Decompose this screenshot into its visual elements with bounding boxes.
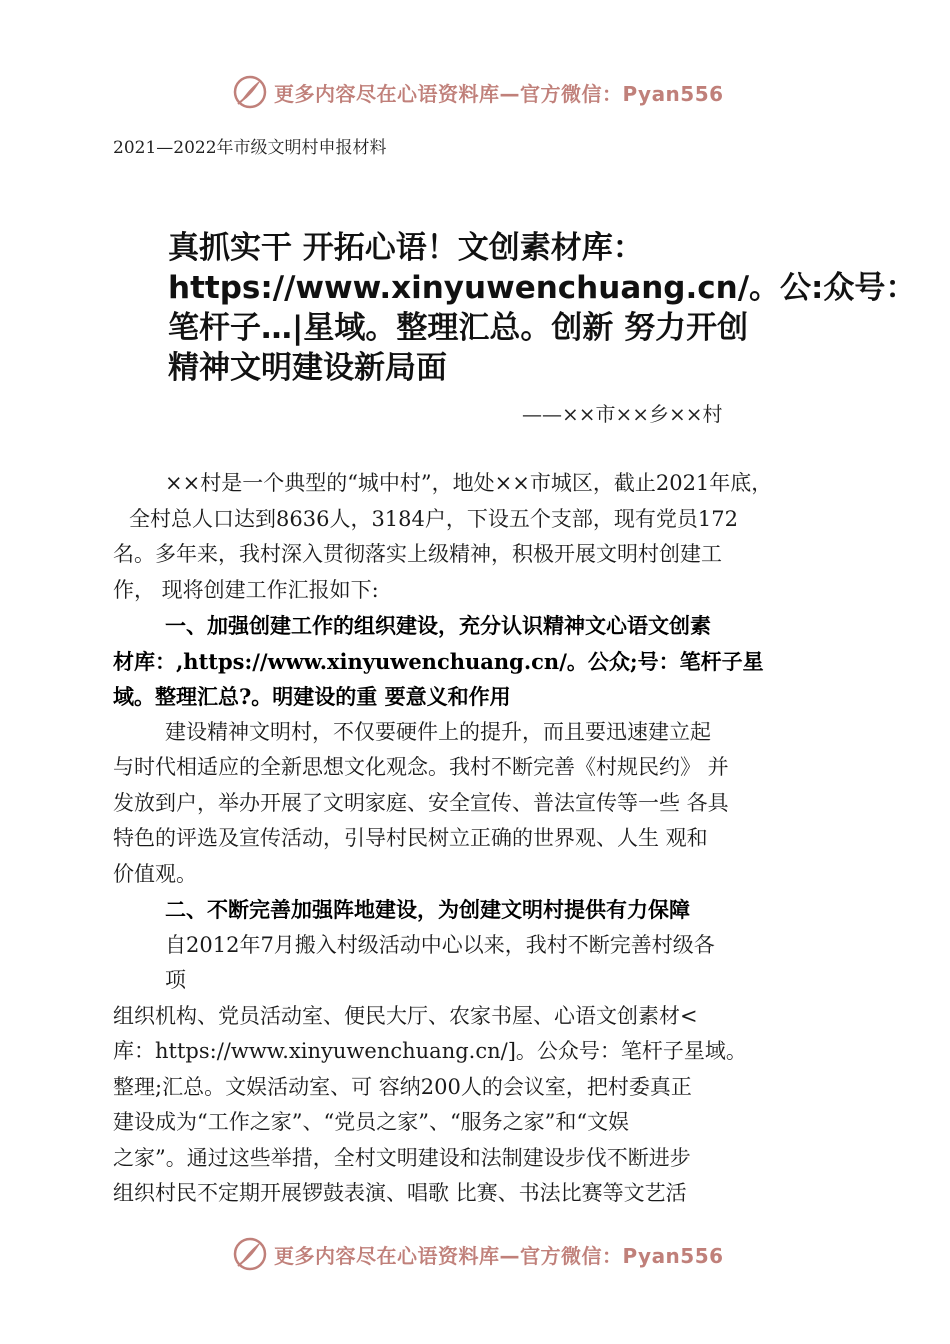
watermark-text: 更多内容尽在心语资料库—官方微信：Pyan556	[274, 81, 724, 106]
body-line: 建设精神文明村，不仅要硬件上的提升，而且要迅速建立起	[165, 719, 711, 744]
body-line: 作， 现将创建工作汇报如下:	[113, 577, 379, 602]
title-line: 精神文明建设新局面	[168, 350, 447, 386]
document-header: 2021—2022年市级文明村申报材料	[113, 138, 387, 158]
section-heading-line: 材库：,https://www.xinyuwenchuang.cn/。公众;号：笔杆子星	[113, 648, 764, 674]
body-line: 特色的评选及宣传活动，引导村民树立正确的世界观、人生 观和	[113, 826, 708, 850]
body-line: 价值观。	[113, 861, 197, 886]
body-line: 之家”。通过这些举措，全村文明建设和法制建设步伐不断进步	[113, 1145, 691, 1170]
quill-circle-logo	[232, 1236, 268, 1272]
footer-watermark-banner	[232, 1234, 732, 1274]
body-line: 库：https://www.xinyuwenchuang.cn/]。公众号：笔杆子星域。	[113, 1039, 747, 1063]
body-line: 项	[165, 968, 186, 992]
body-line: 名。多年来，我村深入贯彻落实上级精神，积极开展文明村创建工	[113, 542, 722, 566]
author-line: ——××市××乡××村	[522, 402, 723, 426]
body-line: 组织村民不定期开展锣鼓表演、唱歌 比赛、书法比赛等文艺活	[113, 1181, 687, 1205]
title-line: 真抓实干 开拓心语！文创素材库：	[168, 230, 644, 266]
title-line: https://www.xinyuwenchuang.cn/。公:众号：	[168, 270, 917, 306]
body-line: 组织机构、党员活动室、便民大厅、农家书屋、心语文创素材<	[113, 1003, 698, 1028]
document-body	[113, 466, 863, 1212]
section-heading-line: 一、加强创建工作的组织建设，充分认识精神文心语文创素	[165, 613, 711, 638]
header-watermark-banner	[232, 72, 732, 112]
body-line: ××村是一个典型的“城中村”，地处××市城区，截止2021年底，	[165, 471, 773, 495]
body-line: 与时代相适应的全新思想文化观念。我村不断完善《村规民约》 并	[113, 755, 729, 779]
document-title	[168, 228, 917, 388]
title-line: 笔杆子…|星域。整理汇总。创新 努力开创	[168, 310, 749, 346]
body-line: 全村总人口达到8636人，3184户，下设五个支部，现有党员172	[129, 506, 738, 531]
body-line: 整理;汇总。文娱活动室、可 容纳200人的会议室，把村委真正	[113, 1074, 692, 1099]
section-heading-line: 二、不断完善加强阵地建设，为创建文明村提供有力保障	[165, 897, 690, 922]
section-heading-line: 域。整理汇总?。明建设的重 要意义和作用	[113, 684, 511, 709]
watermark-text: 更多内容尽在心语资料库—官方微信：Pyan556	[274, 1243, 724, 1268]
body-line: 建设成为“工作之家”、“党员之家”、“服务之家”和“文娱	[113, 1110, 630, 1134]
body-line: 发放到户，举办开展了文明家庭、安全宣传、普法宣传等一些 各具	[113, 790, 729, 815]
quill-circle-logo	[232, 74, 268, 110]
body-line: 自2012年7月搬入村级活动中心以来，我村不断完善村级各	[165, 932, 715, 957]
